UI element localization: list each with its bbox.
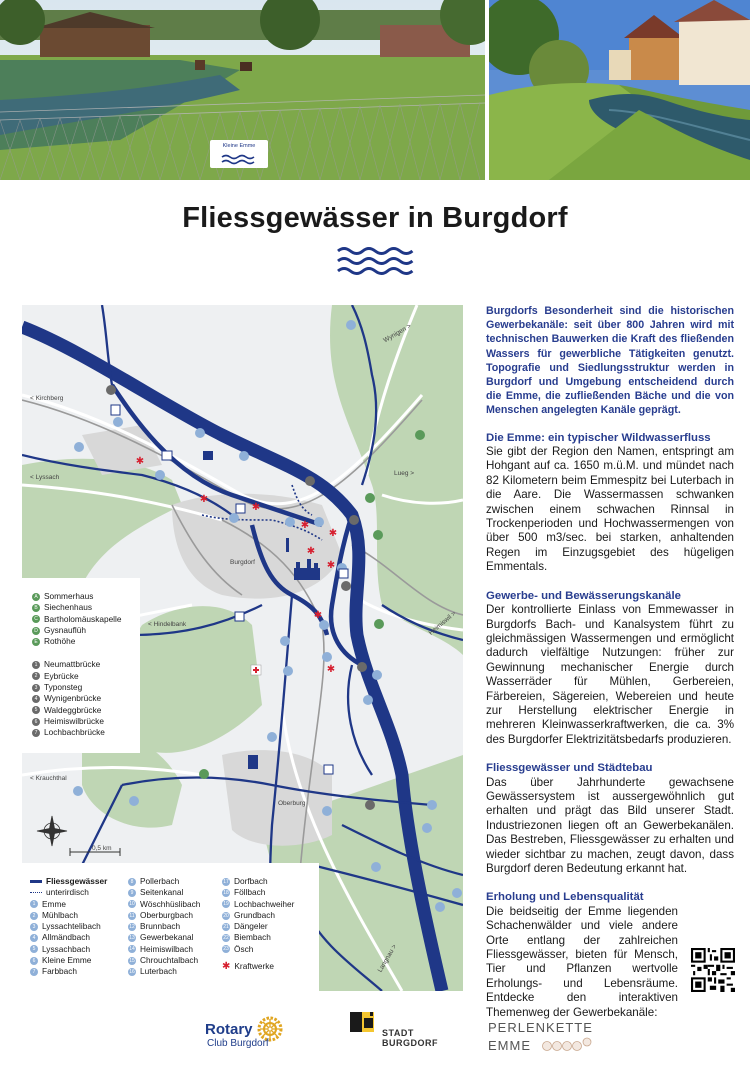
svg-text:✱: ✱: [306, 546, 316, 557]
svg-text:✱: ✱: [199, 494, 209, 505]
legend-water-item: 9 Seitenkanal: [128, 887, 223, 898]
legend-water-item: 14 Heimiswilbach: [129, 943, 194, 954]
legend-place-item: E Rothöhe: [32, 636, 140, 647]
power-plant-icon: ✱: [222, 961, 231, 973]
legend-water-item: 2 Mühlbach: [30, 910, 125, 921]
legend-water-item: 19 Lochbachweiher: [223, 898, 295, 909]
legend-water-item: 17 Dorfbach: [223, 876, 268, 886]
qr-code[interactable]: [691, 948, 735, 992]
legend-water-item: 4 Allmändbach: [30, 932, 125, 943]
label-kirchberg: < Kirchberg: [30, 395, 64, 402]
legend-water-item: 18 Föllbach: [223, 887, 266, 898]
legend-place-item: B Siechenhaus: [32, 602, 140, 613]
label-burgdorf: Burgdorf: [230, 559, 255, 566]
section-body: Der kontrollierte Einlass von Emmewasser in Burgdorfs Bach- und Kanalsystem führt zu gleichmässigen Wassermengen und ermöglicht dadurch vielfältige Nutzungen: früher zur Gewinnung mechanischer Energie durch Wasserräder für Mühlen, Gerbereien, Färbereien, Sägereien, Webereien und heute zur Herstellung elektrischer Energie in mehreren Kleinwasserkraftwerken, die ca. 3% des Burgdorfer Elektrizitätsbedarfs produzieren.: [486, 603, 734, 746]
label-scale: 0,5 km: [92, 845, 112, 852]
svg-text:✱: ✱: [326, 664, 336, 675]
section-body: Die beidseitig der Emme liegenden Schachenwälder und viele andere Orte entlang der zahlreichen Fliessgewässer, bieten für Mensch, Tier und Pflanzen wertvolle Erholungs- und Lebensräume. Entdecke den interaktiven Themenweg der Gewerbekanäle:: [486, 904, 678, 1019]
svg-text:✱: ✱: [300, 520, 310, 531]
legend-underground: unterirdisch: [30, 887, 125, 898]
legend-water-item: 20 Grundbach: [223, 909, 276, 920]
legend-places: [22, 578, 140, 753]
section-heading: Die Emme: ein typischer Wildwasserfluss: [486, 431, 711, 444]
legend-water-item: 13 Gewerbekanal: [129, 932, 194, 943]
legend-water-item: 5 Lyssachbach: [30, 944, 125, 955]
legend-bridge-item: 5 Waldeggbrücke: [32, 705, 140, 716]
stadt-line2: BURGDORF: [382, 1038, 438, 1048]
pearls-icon: [541, 1036, 597, 1054]
perlenkette-logo: [488, 1019, 597, 1054]
svg-text:✱: ✱: [326, 560, 336, 571]
section-heading: Erholung und Lebensqualität: [486, 891, 644, 904]
legend-water-item: 6 Kleine Emme: [30, 955, 125, 966]
label-heimiswil: Heimiswil >: [427, 610, 458, 637]
svg-text:✱: ✱: [135, 456, 145, 467]
legend-water-item: 21 Dängeler: [223, 921, 268, 932]
stadt-line1: STADT: [382, 1028, 414, 1038]
perlen-line2: EMME: [488, 1037, 531, 1053]
city-crest-icon: [346, 1012, 386, 1052]
legend-bridge-item: 7 Lochbachbrücke: [32, 727, 140, 738]
legend-bridge-item: 4 Wynigenbrücke: [32, 693, 140, 704]
rotary-name: Rotary: [205, 1020, 253, 1038]
sign-label: Kleine Emme: [222, 143, 256, 149]
legend-water-item: 23 Ösch: [223, 943, 254, 954]
legend-water-item: 12 Brunnbach: [129, 921, 181, 932]
label-oberburg: Oberburg: [278, 800, 306, 807]
map: [22, 305, 463, 991]
legend-water-item: 16 Luterbach: [129, 966, 177, 977]
section-body: Das über Jahrhunderte gewachsene Gewässersystem ist aussergewöhnlich gut erhalten und prägt das Bild unserer Stadt. Industriezonen liegen oft an Gewerbekanälen. Das Bestreben, Fliessgewässer zu erhalten und wieder sichtbar zu machen, zeugt davon, dass Burgdorf deren Bedeutung erkannt hat.: [486, 775, 734, 875]
legend-water-item: 11 Oberburgbach: [129, 909, 194, 920]
intro-text: Burgdorfs Besonderheit sind die historischen Gewerbekanäle: seit über 800 Jahren wird mit technischen Bauwerken die Kraft des fließenden Wassers für gewerbliche Tätigkeiten genutzt. Topografie und Siedlungsstruktur werden in Burgdorf und Umgebung entscheidend durch die Emme, die zufließenden Bäche und die von Menschen angelegten Kanäle geprägt.: [486, 305, 734, 417]
section-heading: Gewerbe- und Bewässerungskanäle: [486, 589, 681, 602]
legend-water-item: 22 Biembach: [223, 932, 271, 943]
perlen-line1: PERLENKETTE: [488, 1020, 593, 1035]
section-body: Sie gibt der Region den Namen, entspringt am Hohgant auf ca. 1650 m.ü.M. und mündet nach 82 Kilometern beim Emmespitz bei Luterbach in die Aare. Die Wassermassen schwanken zwischen einem schwachen Rinnsal in Trockenperioden und Hochwassermengen von über 500 m3/sec. bei starken, anhaltenden Regen im Einzugsgebiet des hügeligen Emmentals.: [486, 445, 734, 574]
legend-water-item: 15 Chrouchtalbach: [129, 955, 199, 966]
legend-power-item: ✱ Kraftwerke: [222, 961, 275, 973]
legend-water-item: 7 Farbbach: [30, 966, 125, 977]
label-lueg: Lueg >: [394, 470, 415, 477]
photo-canal-houses: [489, 0, 750, 180]
svg-text:✱: ✱: [251, 502, 261, 513]
rotary-logo: [205, 1016, 283, 1049]
rotary-club: Club Burgdorf: [207, 1038, 269, 1049]
legend-place-item: A Sommerhaus: [32, 591, 140, 602]
photo-river-bridge: [0, 0, 485, 180]
text-column: [486, 304, 734, 1020]
legend-bridge-item: 6 Heimiswilbrücke: [32, 716, 140, 727]
waves-icon: [336, 244, 414, 278]
legend-waters: [22, 863, 319, 991]
legend-water-item: 10 Wöschhüslibach: [129, 898, 201, 909]
legend-place-item: C Bartholomäuskapelle: [32, 614, 140, 625]
label-krauchthal: < Krauchthal: [30, 775, 67, 782]
label-wynigen: Wynigen >: [382, 322, 413, 345]
legend-bridge-item: 3 Typonsteg: [32, 682, 140, 693]
legend-place-item: D Gysnauflüh: [32, 625, 140, 636]
svg-text:✱: ✱: [313, 610, 323, 621]
legend-water-item: 1 Emme: [30, 899, 125, 910]
label-langnau: Langnau >: [376, 943, 399, 974]
label-lyssach: < Lyssach: [30, 474, 60, 481]
legend-water-item: 3 Lyssachtelibach: [30, 921, 125, 932]
legend-water-item: 8 Pollerbach: [128, 876, 223, 887]
section-heading: Fliessgewässer und Städtebau: [486, 762, 653, 775]
legend-bridge-item: 2 Eybrücke: [32, 671, 140, 682]
svg-text:✱: ✱: [328, 528, 338, 539]
page-title: Fliessgewässer in Burgdorf: [182, 202, 568, 234]
label-hindelbank: < Hindelbank: [148, 621, 187, 628]
legend-water-header: Fliessgewässer: [30, 876, 125, 887]
legend-bridge-item: 1 Neumattbrücke: [32, 659, 140, 670]
